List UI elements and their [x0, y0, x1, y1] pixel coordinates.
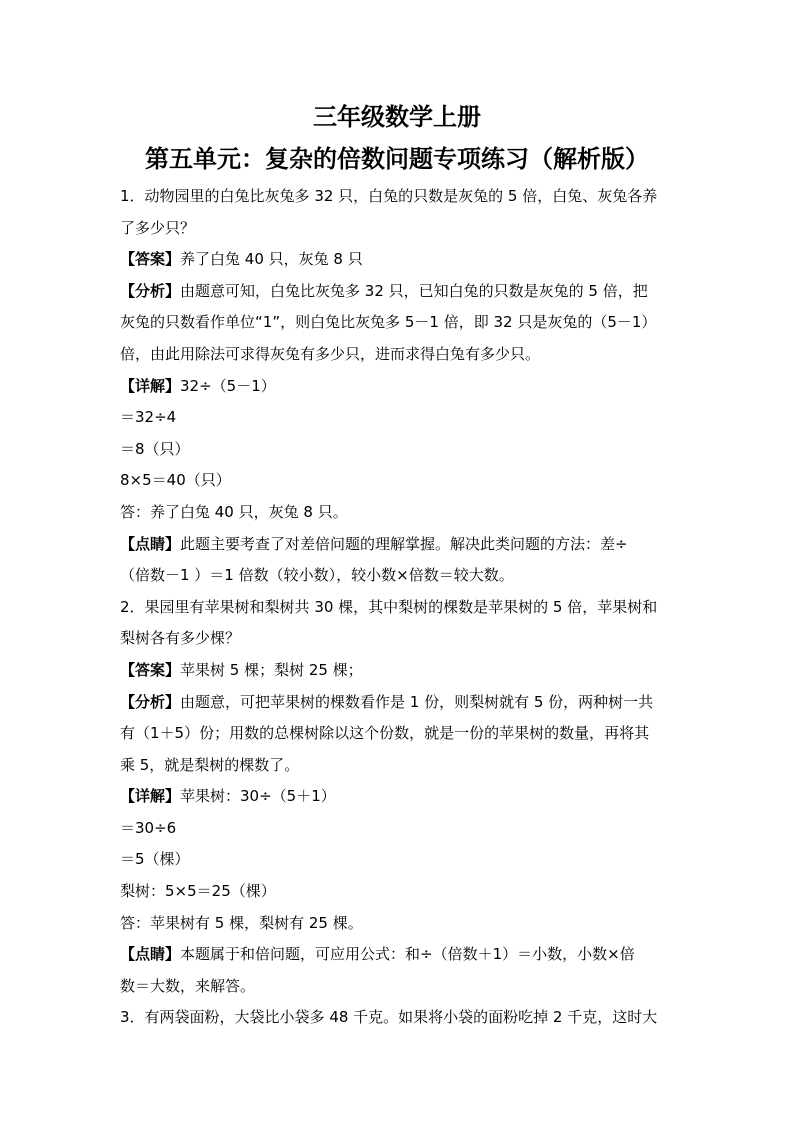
text-line [120, 307, 680, 339]
text-line [120, 971, 680, 1003]
text-line [120, 276, 680, 308]
line-text: ＝30÷6 [120, 818, 177, 837]
line-text: 梨树：5×5＝25（棵） [120, 882, 276, 901]
section-label: 【详解】 [120, 787, 181, 806]
section-label: 【点睛】 [120, 534, 181, 553]
text-line [120, 339, 680, 371]
line-text: 2．果园里有苹果树和梨树共 30 棵，其中梨树的棵数是苹果树的 5 倍，苹果树和 [120, 597, 658, 616]
line-text: 灰兔的只数看作单位“1”，则白兔比灰兔多 5－1 倍，即 32 只是灰兔的（5－1） [120, 313, 657, 332]
line-text: 数＝大数，来解答。 [120, 976, 256, 995]
line-text: 32÷（5－1） [180, 376, 276, 395]
text-line [120, 750, 680, 782]
section-label: 【分析】 [120, 692, 181, 711]
line-text: 由题意，可把苹果树的棵数看作是 1 份，则梨树就有 5 份，两种树一共 [180, 692, 654, 711]
line-text: 由题意可知，白兔比灰兔多 32 只，已知白兔的只数是灰兔的 5 倍，把 [180, 281, 648, 300]
section-label: 【答案】 [120, 660, 181, 679]
line-text: 倍，由此用除法可求得灰兔有多少只，进而求得白兔有多少只。 [120, 344, 541, 363]
text-line [120, 939, 680, 971]
line-text: 了多少只？ [120, 218, 196, 237]
section-label: 【分析】 [120, 281, 181, 300]
text-line [120, 623, 680, 655]
text-line [120, 908, 680, 940]
line-text: 1．动物园里的白兔比灰兔多 32 只，白兔的只数是灰兔的 5 倍，白兔、灰兔各养 [120, 187, 658, 205]
text-line [120, 687, 680, 719]
text-line [120, 781, 680, 813]
line-text: ＝8（只） [120, 439, 190, 458]
text-line [120, 655, 680, 687]
text-line [120, 402, 680, 434]
line-text: 有（1＋5）份；用数的总棵树除以这个份数，就是一份的苹果树的数量，再将其 [120, 724, 650, 743]
line-text: （倍数－1 ）＝1 倍数（较小数），较小数×倍数＝较大数。 [120, 566, 514, 585]
section-label: 【详解】 [120, 376, 181, 395]
line-text: 苹果树：30÷（5＋1） [180, 787, 336, 806]
line-text: 8×5＝40（只） [120, 471, 231, 490]
line-text: 乘 5，就是梨树的棵数了。 [120, 755, 300, 774]
text-line [120, 560, 680, 592]
text-line [120, 844, 680, 876]
text-line [120, 371, 680, 403]
text-line [120, 465, 680, 497]
text-line [120, 529, 680, 561]
document-subtitle: 第五单元：复杂的倍数问题专项练习（解析版） [145, 145, 649, 173]
document-body [120, 181, 680, 1034]
line-text: 答：苹果树有 5 棵，梨树有 25 棵。 [120, 913, 363, 932]
line-text: 养了白兔 40 只，灰兔 8 只 [180, 250, 363, 269]
text-line [120, 244, 680, 276]
section-label: 【答案】 [120, 250, 181, 269]
line-text: 此题主要考查了对差倍问题的理解掌握。解决此类问题的方法：差÷ [180, 534, 628, 553]
line-text: 苹果树 5 棵；梨树 25 棵； [180, 660, 363, 679]
text-line [120, 876, 680, 908]
line-text: 3．有两袋面粉，大袋比小袋多 48 千克。如果将小袋的面粉吃掉 2 千克，这时大 [120, 1008, 658, 1027]
text-line [120, 592, 680, 624]
text-line [120, 434, 680, 466]
text-line [120, 213, 680, 245]
section-label: 【点睛】 [120, 945, 181, 964]
text-line [120, 497, 680, 529]
line-text: 本题属于和倍问题，可应用公式：和÷（倍数＋1）＝小数，小数×倍 [180, 945, 635, 964]
document-title: 三年级数学上册 [313, 103, 481, 131]
line-text: 答：养了白兔 40 只，灰兔 8 只。 [120, 502, 348, 521]
text-line [120, 181, 680, 213]
text-line [120, 718, 680, 750]
line-text: ＝32÷4 [120, 408, 177, 427]
line-text: 梨树各有多少棵？ [120, 629, 241, 648]
text-line [120, 813, 680, 845]
line-text: ＝5（棵） [120, 850, 190, 869]
text-line [120, 1002, 680, 1034]
